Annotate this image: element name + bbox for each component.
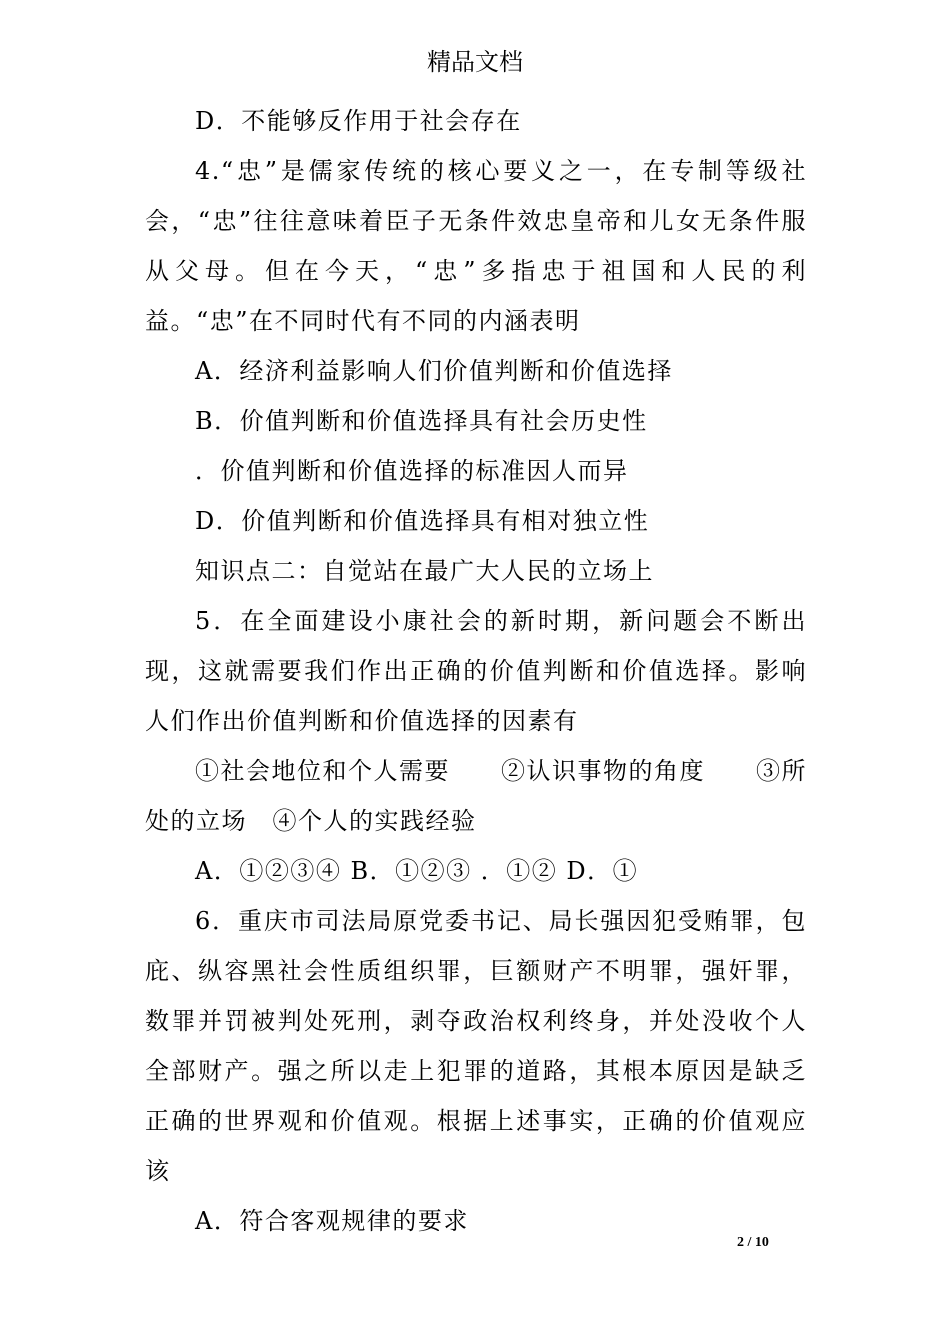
q4-option-b: B．价值判断和价值选择具有社会历史性 (195, 407, 648, 435)
q5-options: A．①②③④ B．①②③ ．①② D．① (195, 857, 639, 885)
q6-stem: 6．重庆市司法局原党委书记、局长强因犯受贿罪，包庇、纵容黑社会性质组织罪，巨额财产不明罪，强奸罪，数罪并罚被判处死刑，剥夺政治权利终身，并处没收个人全部财产。强之所以走上犯罪的道路，其根本原因是缺乏正确的世界观和价值观。根据上述事实，正确的价值观应该 (145, 907, 807, 1185)
q4-stem: 4.“忠”是儒家传统的核心要义之一，在专制等级社会，“忠”往往意味着臣子无条件效忠皇帝和儿女无条件服从父母。但在今天，“忠”多指忠于祖国和人民的利益。“忠”在不同时代有不同的内涵表明 (145, 157, 807, 335)
q4-option-c: ．价值判断和价值选择的标准因人而异 (195, 457, 629, 485)
q6-option-a: A．符合客观规律的要求 (195, 1207, 469, 1235)
q5-items: ①社会地位和个人需要 ②认识事物的角度 ③所处的立场 ④个人的实践经验 (145, 757, 807, 835)
q5-stem: 5．在全面建设小康社会的新时期，新问题会不断出现，这就需要我们作出正确的价值判断和价值选择。影响人们作出价值判断和价值选择的因素有 (145, 607, 807, 735)
q4-option-d: D．价值判断和价值选择具有相对独立性 (195, 507, 650, 535)
page-number: 2 / 10 (737, 1235, 769, 1250)
page-header: 精品文档 (427, 48, 523, 76)
q4-option-a: A．经济利益影响人们价值判断和价值选择 (195, 357, 673, 385)
page-content (145, 96, 807, 1246)
q3-option-d: D．不能够反作用于社会存在 (195, 107, 522, 135)
section-heading: 知识点二：自觉站在最广大人民的立场上 (195, 557, 654, 585)
